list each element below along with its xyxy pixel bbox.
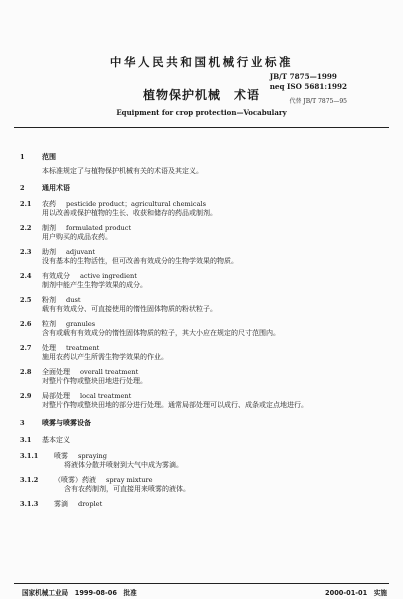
term-definition: 载有有效成分、可直接使用的惰性固体物质的粉状粒子。 (42, 305, 217, 313)
term-definition: 用户购买的成品农药。 (42, 233, 112, 241)
term-en: granules (66, 320, 96, 328)
section-title: 喷雾与喷雾设备 (42, 418, 91, 427)
term-en: adjuvant (66, 248, 95, 256)
subsection-title: 基本定义 (42, 436, 70, 444)
term-entry (20, 248, 390, 257)
term-entry (20, 296, 390, 305)
subsection-heading (20, 436, 390, 445)
section-number: 1 (20, 153, 25, 161)
term-en: formulated product (66, 224, 132, 232)
term-entry (20, 224, 390, 233)
term-en: dust (66, 296, 81, 304)
term-definition: 含有农药制剂，可直接用来喷雾的液体。 (64, 485, 190, 493)
term-cn: 有效成分 (42, 272, 70, 280)
term-definition: 对整片作物或整块田地进行处理。 (42, 377, 147, 385)
term-number: 2.9 (20, 392, 32, 400)
term-number: 2.3 (20, 248, 32, 256)
header-divider (14, 127, 389, 128)
term-definition: 施用农药以产生所需生物学效果的作业。 (42, 353, 168, 361)
term-entry (20, 320, 390, 329)
term-number: 2.7 (20, 344, 32, 352)
document-title-cn: 植物保护机械 术语 (142, 88, 260, 102)
section-heading (20, 183, 390, 193)
term-definition: 用以改善或保护植物的生长、收获和储存的药品或制剂。 (42, 209, 217, 217)
term-en: spray mixture (106, 476, 153, 484)
term-number: 2.4 (20, 272, 32, 280)
section-title: 通用术语 (42, 183, 70, 192)
equivalence-note: neq ISO 5681:1992 (269, 82, 347, 91)
term-cn: 全面处理 (42, 368, 70, 376)
term-definition: 含有或载有有效成分的惰性固体物质的粒子，其大小应在规定的尺寸范围内。 (42, 329, 280, 337)
term-en: spraying (78, 452, 107, 460)
term-en: treatment (66, 344, 100, 352)
term-entry (20, 452, 390, 461)
section-title: 范围 (42, 152, 56, 161)
term-number: 2.6 (20, 320, 32, 328)
term-en: droplet (78, 500, 103, 508)
term-definition: 对整片作物或整块田地的部分进行处理。通常局部处理可以成行、成条或定点地进行。 (42, 401, 308, 409)
replaces-note: 代替 JB/T 7875—95 (289, 98, 347, 105)
term-number: 2.5 (20, 296, 32, 304)
term-number: 2.2 (20, 224, 32, 232)
term-cn: 雾滴 (54, 500, 68, 508)
section-heading (20, 418, 390, 428)
term-number: 3.1.1 (20, 452, 39, 460)
term-cn: 处理 (42, 344, 56, 352)
term-definition: 没有基本的生物活性，但可改善有效成分的生物学效果的物质。 (42, 257, 238, 265)
term-entry (20, 272, 390, 281)
section-number: 2 (20, 184, 25, 192)
term-cn: 制剂 (42, 224, 56, 232)
term-number: 2.1 (20, 200, 32, 208)
term-entry (20, 200, 390, 209)
term-definition: 将液体分散并喷射到大气中成为雾滴。 (64, 461, 183, 469)
section-text: 本标准规定了与植物保护机械有关的术语及其定义。 (42, 167, 203, 175)
footer-divider (14, 583, 389, 584)
term-cn: （喷雾）药液 (54, 476, 96, 484)
approval-line: 国家机械工业局 1999-08-06 批准 (22, 589, 137, 597)
effective-date: 2000-01-01 实施 (325, 589, 387, 597)
term-en: pesticide product；agricultural chemicals (66, 200, 206, 208)
issuing-body-title: 中华人民共和国机械行业标准 (109, 55, 294, 69)
term-entry (20, 500, 390, 509)
term-entry (20, 392, 390, 401)
section-heading (20, 152, 390, 162)
term-definition: 制剂中能产生生物学效果的成分。 (42, 281, 147, 289)
term-cn: 粒剂 (42, 320, 56, 328)
term-entry (20, 368, 390, 377)
term-en: active ingredient (80, 272, 137, 280)
term-number: 2.8 (20, 368, 32, 376)
term-cn: 局部处理 (42, 392, 70, 400)
section-number: 3 (20, 419, 25, 427)
term-number: 3.1.3 (20, 500, 39, 508)
document-title-en: Equipment for crop protection—Vocabulary (116, 108, 287, 117)
term-en: overall treatment (80, 368, 139, 376)
term-cn: 助剂 (42, 248, 56, 256)
subsection-number: 3.1 (20, 436, 32, 444)
term-number: 3.1.2 (20, 476, 39, 484)
term-cn: 粉剂 (42, 296, 56, 304)
term-entry (20, 476, 390, 485)
standard-number: JB/T 7875—1999 (269, 72, 337, 81)
term-entry (20, 344, 390, 353)
term-cn: 农药 (42, 200, 56, 208)
document-body (20, 152, 390, 509)
term-en: local treatment (80, 392, 132, 400)
term-cn: 喷雾 (54, 452, 68, 460)
